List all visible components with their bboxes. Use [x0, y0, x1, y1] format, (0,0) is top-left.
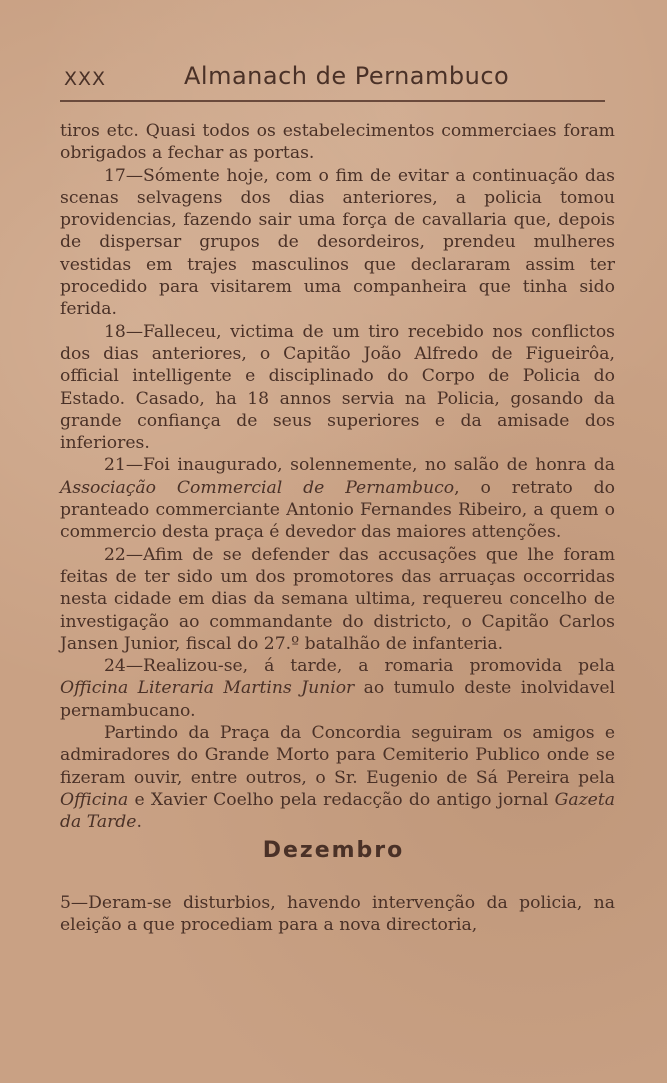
p21-text-b: , o retrato do pranteado commerciante Antonio Fernandes Ribeiro, a quem o commercio desta praça é devedor das maiores attenções. — [60, 477, 615, 543]
p24b-text-b: e Xavier Coelho pela redacção do antigo jornal — [128, 789, 555, 810]
page-header — [60, 62, 605, 102]
paragraph-21 — [60, 454, 615, 543]
paragraph-24 — [60, 655, 615, 722]
paragraph-24b — [60, 722, 615, 833]
body-text — [60, 120, 615, 834]
section-title-december: Dezembro — [262, 838, 405, 863]
p24b-text-c: . — [136, 812, 142, 833]
p21-italic: Associação Commercial de Pernambuco — [60, 477, 455, 498]
header-rule — [60, 100, 605, 102]
p24-text-a: 24—Realizou-se, á tarde, a romaria promovida pela — [104, 656, 615, 677]
page-number: XXX — [64, 68, 107, 90]
tail-text — [60, 892, 615, 937]
p21-text-a: 21—Foi inaugurado, solennemente, no salão de honra da — [104, 455, 615, 476]
paragraph-22: 22—Afim de se defender das accusações que lhe foram feitas de ter sido um dos promotores das arruaças occorridas nesta cidade em dias da semana ultima, requereu concelho de investigação ao commandante do districto, o Capitão Carlos Jansen Junior, fiscal do 27.º batalhão de infanteria. — [60, 544, 615, 654]
p24b-italic-1: Officina — [60, 789, 129, 810]
p24b-italic-2: Gazeta da Tarde — [60, 789, 615, 833]
p24b-text-a: Partindo da Praça da Concordia seguiram os amigos e admiradores do Grande Morto para Cemiterio Publico onde se fizeram ouvir, entre outros, o Sr. Eugenio de Sá Pereira pela — [60, 723, 615, 788]
paragraph-18: 18—Falleceu, victima de um tiro recebido nos conflictos dos dias anteriores, o Capitão João Alfredo de Figueirôa, official intelligente e disciplinado do Corpo de Policia do Estado. Casado, ha 18 annos servia na Policia, gosando da grande confiança de seus superiores e da amisade dos inferiores. — [60, 321, 615, 454]
paragraph-17: 17—Sómente hoje, com o fim de evitar a continuação das scenas selvagens dos dias anteriores, a policia tomou providencias, fazendo sair uma força de cavallaria que, depois de dispersar grupos de desordeiros, prendeu mulheres vestidas em trajes masculinos que declararam assim ter procedido para visitarem uma companheira que tinha sido ferida. — [60, 165, 615, 320]
paragraph-5: 5—Deram-se disturbios, havendo intervenção da policia, na eleição a que procediam para a nova directoria, — [60, 893, 615, 936]
running-title: Almanach de Pernambuco — [184, 62, 510, 90]
p24-text-b: ao tumulo deste inolvidavel pernambucano. — [60, 678, 615, 721]
paragraph-intro: tiros etc. Quasi todos os estabelecimentos commerciaes foram obrigados a fechar as portas. — [60, 121, 615, 164]
p24-italic: Officina Literaria Martins Junior — [60, 678, 355, 699]
